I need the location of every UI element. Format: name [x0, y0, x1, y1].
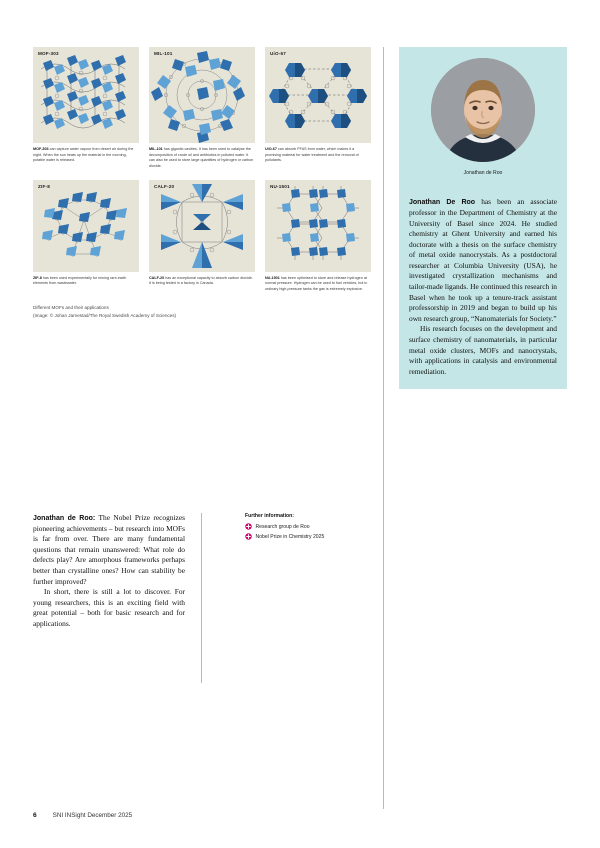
vertical-divider-main: [383, 47, 384, 809]
mof-caption-name-mil101: MIL-101: [149, 147, 163, 151]
mof-label-mil101: MIL-101: [154, 51, 173, 56]
further-link-nobel-prize[interactable]: [245, 533, 405, 540]
bio-paragraph-1-text: has been an associate professor in the Department of Chemistry at the University of Basel since 2024. He studied chemistry at Ghent University and earned his doctorate with a thesis on the surface chemistry of metal oxide nanocrystals. As a postdoctoral researcher at Columbia University (USA), he investigated crystallization mechanisms and tailor-made ligands. He continued this research in Basel when he took up a tenure-track assistant professorship in 2019 and began to build up his own research group, “Nanomaterials for Society.”: [409, 197, 557, 323]
profile-bio: [409, 197, 557, 377]
interview-paragraph-1-text: The Nobel Prize recognizes pioneering achievements – but research into MOFs is far from over. There are many fundamental questions that remain unanswered: What role do defects play? Are amorphous frameworks perhaps better than crystalline ones? How can stability be further improved?: [33, 513, 185, 586]
mof-caption-zif8: [33, 276, 139, 287]
mof-caption-text-nu1501: has been optimised to store and release hydrogen at normal pressure. Hydrogen can be used to fuel vehicles, but in ordinary high-pressure tanks the gas is extremely explosive.: [265, 275, 368, 291]
mof-image-mof303: [33, 47, 139, 143]
mof-caption-name-mof303: MOF-303: [33, 147, 49, 151]
mof-caption-text-uio67: can absorb PFAS from water, which makes it a promising material for water treatment and the removal of pollutants.: [265, 147, 359, 163]
mof-caption-name-calf20: CALF-20: [149, 275, 165, 280]
page-footer: [33, 812, 132, 819]
further-information-title: Further information:: [245, 513, 294, 519]
mof-cell-calf20: [149, 180, 255, 293]
mof-cell-nu1501: [265, 180, 371, 293]
figure-caption-title: Different MOFs and their applications: [33, 305, 109, 311]
mof-caption-text-calf20: has an exceptional capacity to absorb carbon dioxide. It is being tested in a factory in Canada.: [149, 275, 253, 286]
hex-lattice-structure-icon: [265, 47, 371, 143]
footer-page-number: 6: [33, 812, 37, 819]
mof-caption-text-mof303: can capture water vapour from desert air during the night. When the sun heats up the material in the morning, potable water is released.: [33, 147, 134, 163]
mof-caption-nu1501: [265, 276, 371, 293]
bio-paragraph-2: His research focuses on the development and surface chemistry of nanomaterials, in particular metal oxide clusters, MOFs and nanocrystals, with applications in catalysis and environmental remediation.: [409, 324, 557, 376]
plus-circle-icon: [245, 533, 252, 540]
mof-cell-zif8: [33, 180, 139, 293]
mof-image-mil101: [149, 47, 255, 143]
dense-cage-structure-icon: [149, 47, 255, 143]
mof-caption-mof303: [33, 147, 139, 164]
mof-label-calf20: CALF-20: [154, 183, 175, 189]
mof-caption-uio67: [265, 147, 371, 164]
further-information-block: [245, 513, 405, 543]
interview-speaker: Jonathan de Roo:: [33, 515, 96, 522]
interview-paragraph-1: [33, 513, 185, 587]
avatar: [431, 58, 535, 162]
mof-label-nu1501: NU-1501: [270, 183, 290, 189]
mof-image-zif8: [33, 180, 139, 272]
mof-cell-uio67: [265, 47, 371, 170]
zeolitic-net-structure-icon: [33, 180, 139, 272]
bottom-section: [33, 513, 369, 629]
mof-cell-mil101: [149, 47, 255, 170]
mof-label-uio67: UiO-67: [270, 51, 287, 56]
interview-answer-column: [33, 513, 185, 629]
figure-block: [33, 47, 373, 320]
mof-image-uio67: [265, 47, 371, 143]
mof-caption-mil101: [149, 147, 255, 170]
mof-caption-name-nu1501: NU-1501: [265, 275, 280, 280]
further-link-label-nobel-prize: Nobel Prize in Chemistry 2025: [255, 533, 325, 540]
mof-caption-calf20: [149, 276, 255, 287]
further-link-research-group[interactable]: [245, 523, 405, 530]
bio-lead-name: Jonathan De Roo: [409, 199, 476, 206]
profile-teal-box: [399, 47, 567, 389]
plus-circle-icon: [245, 523, 252, 530]
mof-caption-text-zif8: has been used experimentally for mining rare-earth elements from wastewater.: [33, 275, 127, 286]
profile-panel: [399, 47, 567, 389]
mof-caption-name-zif8: ZIF-8: [33, 275, 42, 280]
figure-credit: [33, 304, 373, 319]
mof-cell-mof303: [33, 47, 139, 170]
mof-caption-text-mil101: has gigantic cavities. It has been used to catalyse the decomposition of crude oil and antibiotics in polluted water. It can also be used to store large quantities of hydrogen or carbon dioxide.: [149, 147, 254, 168]
mof-image-nu1501: [265, 180, 371, 272]
interview-paragraph-2: In short, there is still a lot to discover. For young researchers, this is an exciting field with great potential – both for basic research and for applications.: [33, 587, 185, 628]
mof-caption-name-uio67: UiO-67: [265, 147, 277, 151]
portrait-photo: [431, 58, 535, 162]
bowtie-net-structure-icon: [149, 180, 255, 272]
honeycomb-structure-icon: [265, 180, 371, 272]
mof-row-1: [33, 47, 373, 170]
figure-caption-credit: (Image: © Johan Jarnestad/The Royal Swedish Academy of Sciences): [33, 312, 177, 318]
further-link-label-research-group: Research group de Roo: [255, 523, 310, 530]
bio-paragraph-1: [409, 197, 557, 324]
portrait-wrapper: [409, 58, 557, 162]
wavy-layers-structure-icon: [33, 47, 139, 143]
mof-label-mof303: MOF-303: [38, 51, 59, 56]
mof-image-calf20: [149, 180, 255, 272]
mof-label-zif8: ZIF-8: [38, 183, 50, 189]
footer-publication: SNI INSight December 2025: [52, 812, 133, 819]
portrait-caption: Jonathan de Roo: [463, 170, 503, 176]
mof-row-2: [33, 180, 373, 293]
